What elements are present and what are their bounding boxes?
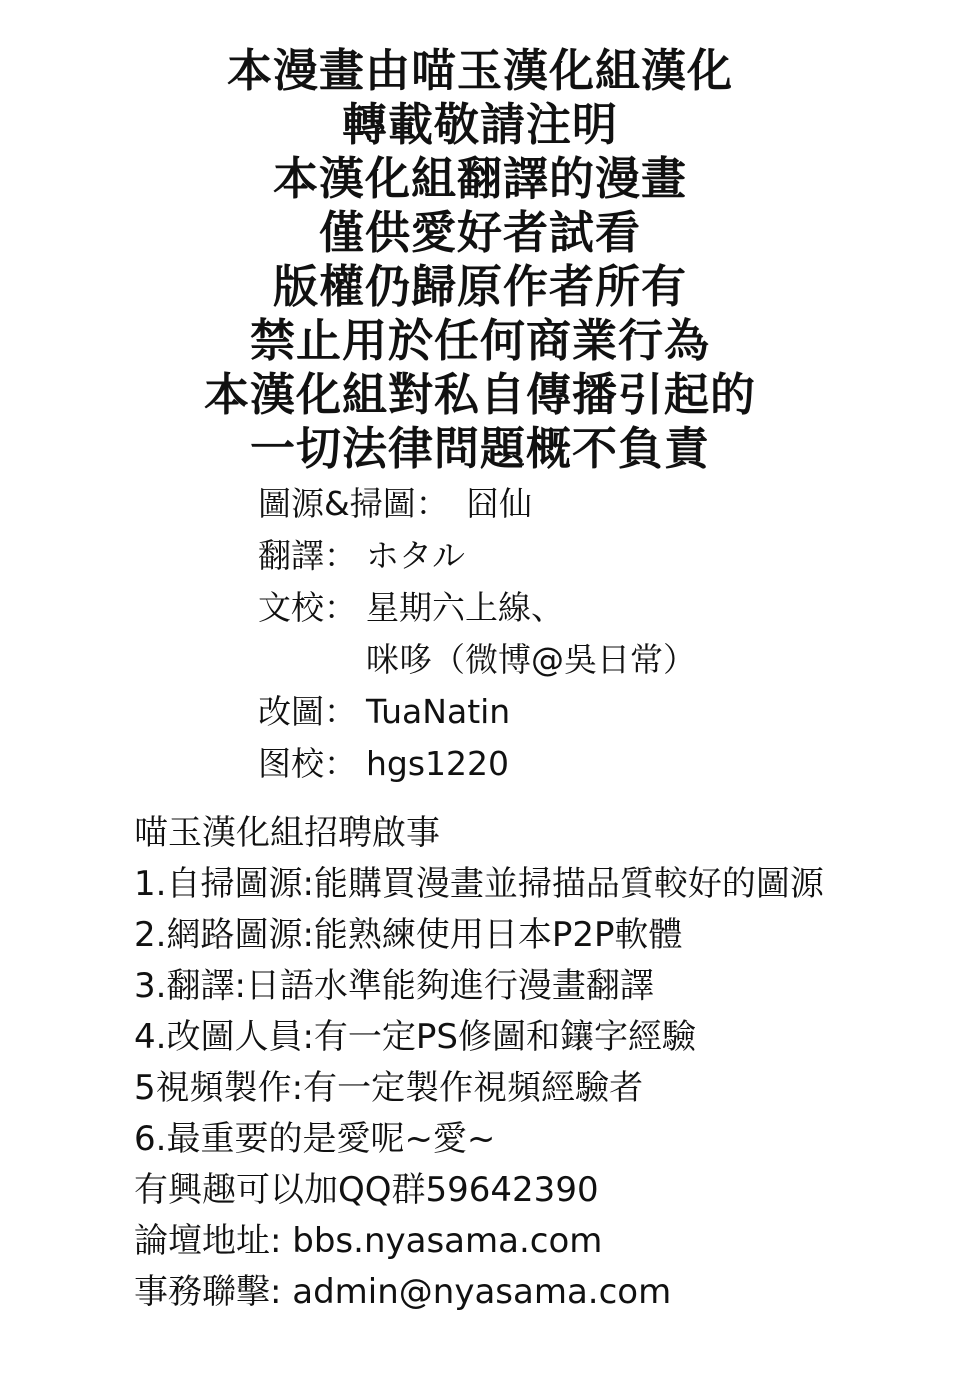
credit-value: TuaNatin bbox=[366, 692, 511, 731]
credit-value: 囧仙 bbox=[466, 484, 532, 523]
credit-label: 图校： bbox=[258, 744, 357, 783]
credit-value: ホタル bbox=[366, 536, 465, 575]
notice-line: 禁止用於任何商業行為 bbox=[249, 314, 710, 367]
recruit-title: 喵玉漢化組招聘啟事 bbox=[134, 813, 440, 853]
recruit-item: 2.網路圖源:能熟練使用日本P2P軟體 bbox=[134, 915, 683, 955]
staff-credits bbox=[258, 478, 878, 790]
contact-email: 事務聯擊: admin@nyasama.com bbox=[134, 1272, 672, 1312]
recruit-item: 5視頻製作:有一定製作視頻經驗者 bbox=[134, 1068, 644, 1108]
forum-address: 論壇地址: bbs.nyasama.com bbox=[134, 1221, 603, 1261]
credit-value: hgs1220 bbox=[366, 744, 510, 783]
recruit-item: 3.翻譯:日語水準能夠進行漫畫翻譯 bbox=[134, 966, 654, 1006]
credit-translation bbox=[258, 530, 878, 582]
qq-group: 有興趣可以加QQ群59642390 bbox=[134, 1170, 599, 1210]
credit-source bbox=[258, 478, 878, 530]
notice-line: 僅供愛好者試看 bbox=[318, 206, 641, 259]
notice-line: 版權仍歸原作者所有 bbox=[272, 260, 687, 313]
credit-proofread-continued bbox=[258, 634, 878, 686]
credit-proofread bbox=[258, 582, 878, 634]
recruitment-notice bbox=[134, 808, 934, 1318]
credit-value: 星期六上線、 bbox=[366, 588, 564, 627]
recruit-item: 4.改圖人員:有一定PS修圖和鑲字經驗 bbox=[134, 1017, 696, 1057]
notice-line: 本漢化組翻譯的漫畫 bbox=[272, 152, 687, 205]
notice-line: 本漢化組對私自傳播引起的 bbox=[203, 368, 756, 421]
notice-line: 轉載敬請注明 bbox=[341, 98, 618, 151]
notice-line: 一切法律問題概不負責 bbox=[249, 422, 710, 475]
credit-label: 翻譯： bbox=[258, 536, 357, 575]
credit-image-check bbox=[258, 738, 878, 790]
notice-line: 本漫畫由喵玉漢化組漢化 bbox=[226, 44, 733, 97]
recruit-item: 1.自掃圖源:能購買漫畫並掃描品質較好的圖源 bbox=[134, 864, 824, 904]
copyright-notice bbox=[0, 44, 960, 476]
credit-label: 圖源&掃圖： bbox=[258, 484, 449, 523]
credit-edit bbox=[258, 686, 878, 738]
credit-label: 文校： bbox=[258, 588, 357, 627]
recruit-item: 6.最重要的是愛呢~愛~ bbox=[134, 1119, 496, 1159]
credit-label: 改圖： bbox=[258, 692, 357, 731]
credit-value: 咪哆（微博@吳日常） bbox=[366, 640, 696, 679]
